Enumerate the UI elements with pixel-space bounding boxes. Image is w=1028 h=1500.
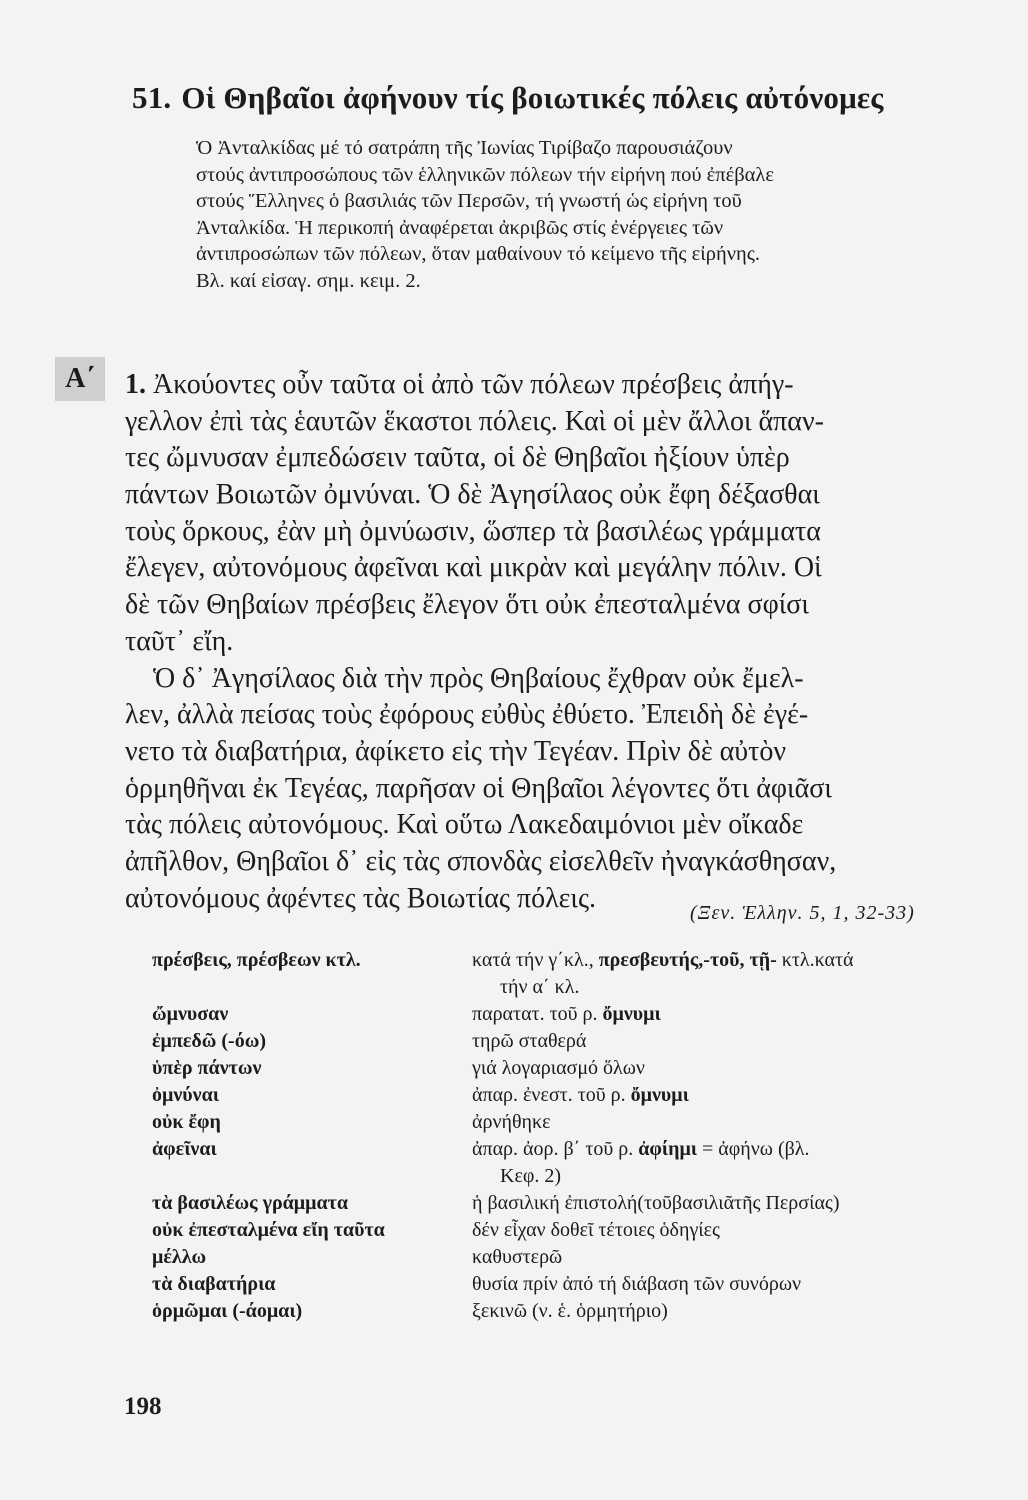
glossary-definition — [472, 1055, 992, 1082]
definition-line — [472, 1271, 992, 1298]
text-line: αὐτονόμους ἀφέντες τὰς Βοιωτίας πόλεις. — [125, 882, 597, 914]
definition-line — [472, 1217, 992, 1244]
glossary-term: ὤμνυσαν — [152, 1003, 229, 1025]
definition-text: κτλ.κατά — [776, 949, 854, 971]
intro-line: Ἀνταλκίδα. Ἡ περικοπή ἀναφέρεται ἀκριβῶς στίς ἐνέργειες τῶν — [196, 216, 724, 239]
intro-line: ἀντιπροσώπων τῶν πόλεων, ὅταν μαθαίνουν τό κείμενο τῆς εἰρήνης. — [196, 243, 760, 266]
paragraph-number: 1. — [125, 369, 146, 400]
glossary-definition — [472, 1136, 992, 1190]
text-line: Ὁ δ᾽ Ἀγησίλαος διὰ τὴν πρὸς Θηβαίους ἔχθραν οὐκ ἔμελ- — [125, 662, 804, 694]
definition-line — [472, 1163, 992, 1190]
section-badge: Α΄ — [55, 357, 105, 401]
intro-line: στούς Ἕλληνες ὁ βασιλιάς τῶν Περσῶν, τή γνωστή ὡς εἰρήνη τοῦ — [196, 190, 742, 213]
text-line: δὲ τῶν Θηβαίων πρέσβεις ἔλεγον ὅτι οὐκ ἐπεσταλμένα σφίσι — [125, 589, 809, 621]
definition-line — [472, 1109, 992, 1136]
definition-text: Κεφ. 2) — [500, 1165, 562, 1187]
definition-text: ἡ βασιλική ἐπιστολή(τοῦβασιλιᾶτῆς Περσίας) — [472, 1192, 840, 1214]
text-line: τες ὤμνυσαν ἐμπεδώσειν ταῦτα, οἱ δὲ Θηβαῖοι ἠξίουν ὑπὲρ — [125, 442, 790, 474]
definition-headword: ὄμνυμι — [602, 1003, 661, 1025]
glossary-row — [152, 1109, 992, 1136]
glossary-term: ἀφεῖναι — [152, 1138, 217, 1160]
intro-paragraph — [196, 135, 986, 295]
glossary-definition — [472, 1082, 992, 1109]
glossary-definition — [472, 1244, 992, 1271]
glossary-row — [152, 1001, 992, 1028]
definition-text: ξεκινῶ (ν. ἑ. ὁρμητήριο) — [472, 1300, 668, 1322]
definition-headword: ἀφίημι — [638, 1138, 697, 1160]
intro-line: στούς ἀντιπροσώπους τῶν ἑλληνικῶν πόλεων τήν εἰρήνη πού ἐπέβαλε — [196, 163, 774, 186]
text-line: νετο τὰ διαβατήρια, ἀφίκετο εἰς τὴν Τεγέαν. Πρὶν δὲ αὐτὸν — [125, 735, 787, 767]
glossary-row — [152, 1217, 992, 1244]
definition-line — [472, 1028, 992, 1055]
definition-text: γιά λογαριασμό ὅλων — [472, 1057, 645, 1079]
text-line: πάντων Βοιωτῶν ὀμνύναι. Ὁ δὲ Ἀγησίλαος οὐκ ἔφη δέξασθαι — [125, 479, 820, 511]
definition-text: τηρῶ σταθερά — [472, 1030, 587, 1052]
definition-line — [472, 1244, 992, 1271]
definition-text: τήν α΄ κλ. — [500, 976, 580, 998]
definition-text: καθυστερῶ — [472, 1246, 563, 1268]
text-line: ταῦτ᾽ εἴη. — [125, 625, 234, 657]
definition-line — [472, 1190, 992, 1217]
glossary-row — [152, 1082, 992, 1109]
definition-line — [472, 1055, 992, 1082]
definition-line — [472, 1136, 992, 1163]
text-line: τὰς πόλεις αὐτονόμους. Καὶ οὕτω Λακεδαιμόνιοι μὲν οἴκαδε — [125, 809, 804, 841]
definition-text: ἀρνήθηκε — [472, 1111, 551, 1133]
glossary-term: ὀμνύναι — [152, 1084, 219, 1106]
definition-line — [472, 974, 992, 1001]
glossary-term: οὐκ ἔφη — [152, 1111, 221, 1133]
definition-text: ἀπαρ. ἀορ. β΄ τοῦ ρ. — [472, 1138, 639, 1160]
text-line: ἀπῆλθον, Θηβαῖοι δ᾽ εἰς τὰς σπονδὰς εἰσελθεῖν ἠναγκάσθησαν, — [125, 845, 837, 877]
text-line — [125, 367, 985, 404]
chapter-number: 51. — [132, 80, 172, 115]
glossary-definition — [472, 1109, 992, 1136]
glossary-definition — [472, 1001, 992, 1028]
glossary-term: πρέσβεις, πρέσβεων κτλ. — [152, 949, 361, 971]
intro-line: Βλ. καί εἰσαγ. σημ. κειμ. 2. — [196, 269, 421, 292]
definition-headword: πρεσβευτής,-τοῦ, τῇ- — [598, 949, 777, 971]
text-line: λεν, ἀλλὰ πείσας τοὺς ἐφόρους εὐθὺς ἐθύετο. Ἐπειδὴ δὲ ἐγέ- — [125, 699, 809, 731]
glossary-term: ὁρμῶμαι (-άομαι) — [152, 1300, 303, 1322]
definition-text: παρατατ. τοῦ ρ. — [472, 1003, 603, 1025]
page-number: 198 — [124, 1393, 162, 1420]
glossary-row — [152, 1298, 992, 1325]
glossary-definition — [472, 1271, 992, 1298]
definition-line — [472, 947, 992, 974]
definition-text: ἀπαρ. ἐνεστ. τοῦ ρ. — [472, 1084, 631, 1106]
chapter-title-text: Οἱ Θηβαῖοι ἀφήνουν τίς βοιωτικές πόλεις αὐτόνομες — [181, 80, 884, 115]
definition-text: θυσία πρίν ἀπό τή διάβαση τῶν συνόρων — [472, 1273, 802, 1295]
glossary-term: ἐμπεδῶ (-όω) — [152, 1030, 266, 1052]
text-line: γελλον ἐπὶ τὰς ἑαυτῶν ἕκαστοι πόλεις. Καὶ οἱ μὲν ἄλλοι ἅπαν- — [125, 405, 824, 437]
glossary-term: οὐκ ἐπεσταλμένα εἴη ταῦτα — [152, 1219, 385, 1241]
source-citation: (Ξεν. Ἑλλην. 5, 1, 32-33) — [690, 902, 915, 924]
glossary-term: τὰ βασιλέως γράμματα — [152, 1192, 349, 1214]
definition-headword: ὄμνυμι — [630, 1084, 689, 1106]
glossary-row — [152, 1136, 992, 1190]
glossary-row — [152, 1244, 992, 1271]
glossary-definition — [472, 1217, 992, 1244]
glossary-definition — [472, 1190, 992, 1217]
glossary-row — [152, 1055, 992, 1082]
text-line: τοὺς ὅρκους, ἐὰν μὴ ὀμνύωσιν, ὥσπερ τὰ βασιλέως γράμματα — [125, 515, 821, 547]
glossary-term: τὰ διαβατήρια — [152, 1273, 276, 1295]
definition-line — [472, 1001, 992, 1028]
glossary-term: μέλλω — [152, 1246, 207, 1268]
glossary-row — [152, 1028, 992, 1055]
intro-line: Ὁ Ἀνταλκίδας μέ τό σατράπη τῆς Ἰωνίας Τιρίβαζο παρουσιάζουν — [196, 137, 733, 159]
glossary-term: ὑπὲρ πάντων — [152, 1057, 262, 1079]
glossary-row — [152, 1271, 992, 1298]
definition-text: = ἀφήνω (βλ. — [697, 1138, 810, 1160]
definition-text: δέν εἶχαν δοθεῖ τέτοιες ὁδηγίες — [472, 1219, 720, 1241]
glossary-definition — [472, 1028, 992, 1055]
glossary-definition — [472, 947, 992, 1001]
chapter-title — [132, 80, 992, 116]
glossary-definition — [472, 1298, 992, 1325]
text-line: ἔλεγεν, αὐτονόμους ἀφεῖναι καὶ μικρὰν καὶ μεγάλην πόλιν. Οἱ — [125, 552, 822, 584]
definition-text: κατά τήν γ΄κλ., — [472, 949, 599, 971]
definition-line — [472, 1298, 992, 1325]
ancient-text — [125, 367, 985, 917]
definition-line — [472, 1082, 992, 1109]
glossary — [152, 947, 992, 1325]
text-line-content: Ἀκούοντες οὖν ταῦτα οἱ ἀπὸ τῶν πόλεων πρέσβεις ἀπήγ- — [146, 369, 794, 400]
text-line: ὁρμηθῆναι ἐκ Τεγέας, παρῆσαν οἱ Θηβαῖοι λέγοντες ὅτι ἀφιᾶσι — [125, 772, 832, 804]
glossary-row — [152, 1190, 992, 1217]
glossary-row — [152, 947, 992, 1001]
